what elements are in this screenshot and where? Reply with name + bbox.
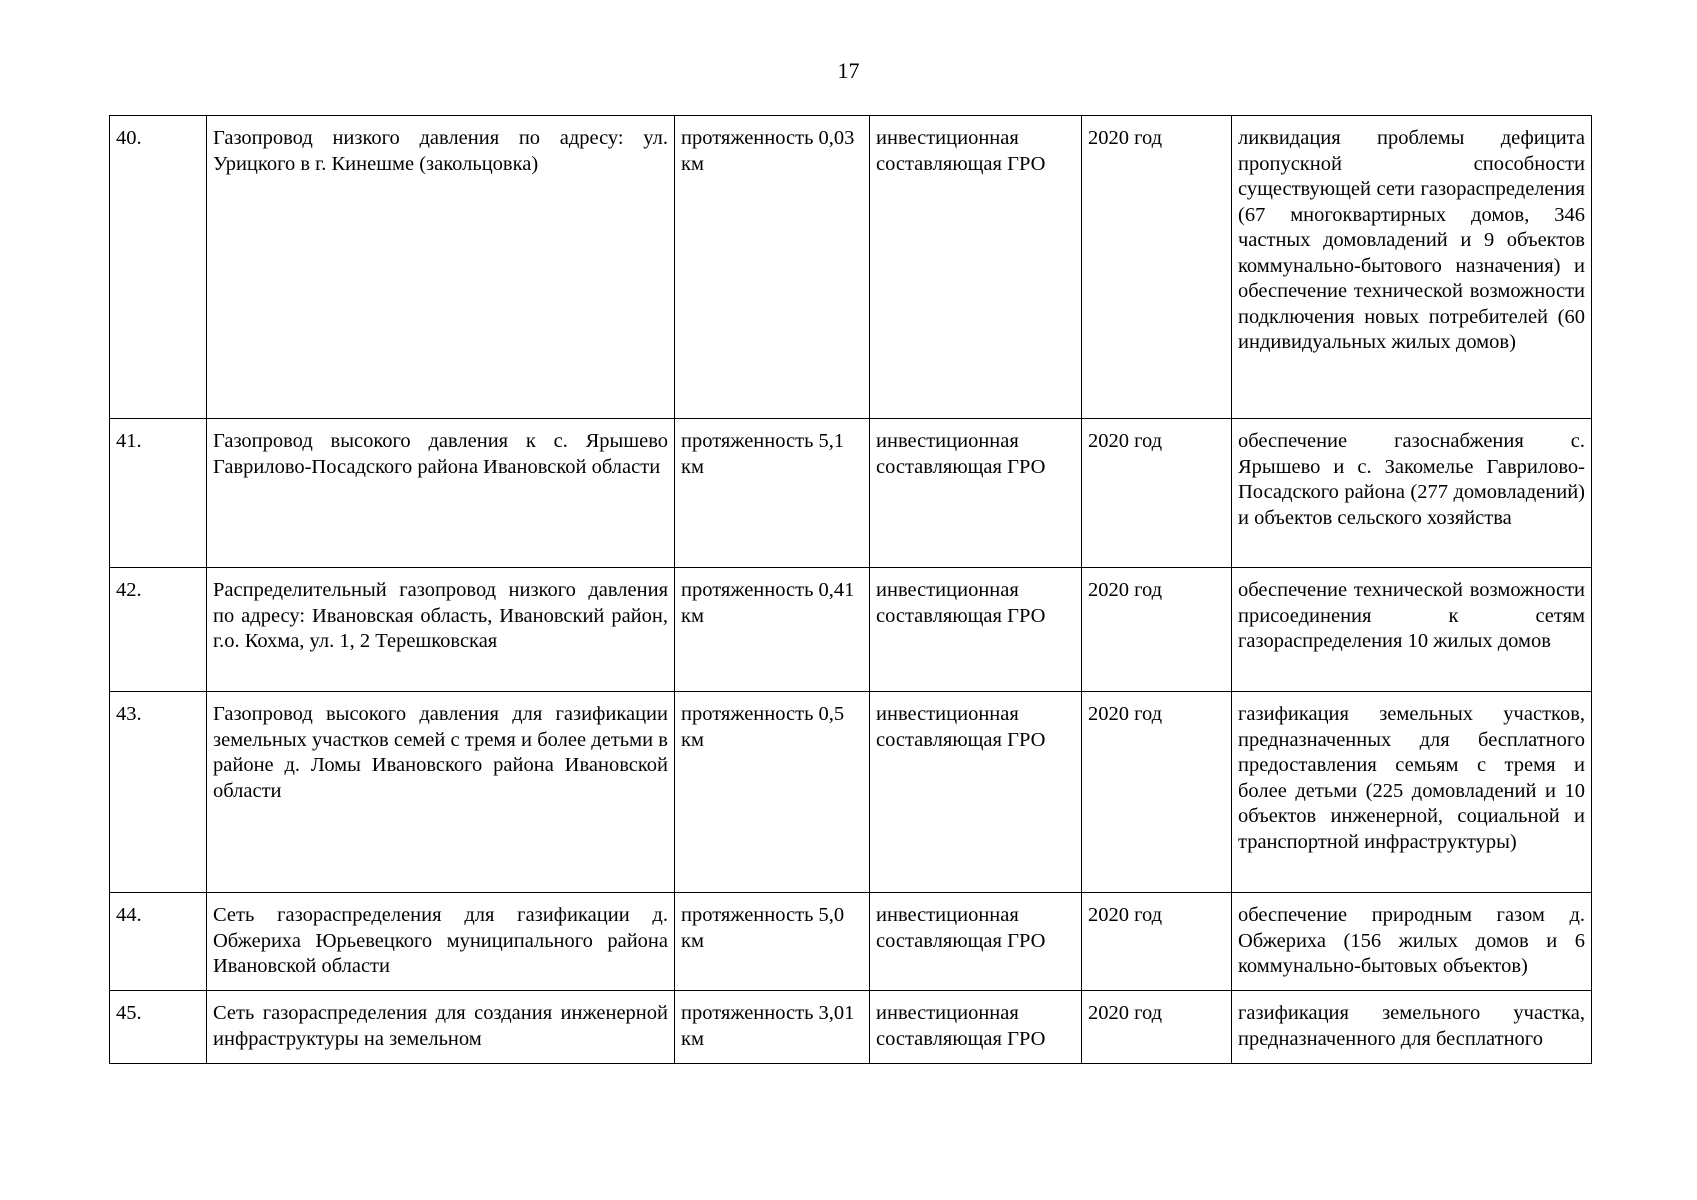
object-name-cell: Распределительный газопровод низкого давления по адресу: Ивановская область, Ивановский район, г.о. Кохма, ул. 1, 2 Терешковская <box>207 568 675 692</box>
row-number-cell: 43. <box>110 692 207 893</box>
table-row <box>110 692 1592 893</box>
row-number-cell: 42. <box>110 568 207 692</box>
year-cell: 2020 год <box>1082 568 1232 692</box>
table-row <box>110 116 1592 419</box>
funding-source-cell: инвестиционная составляющая ГРО <box>870 991 1082 1064</box>
row-number-cell: 40. <box>110 116 207 419</box>
funding-source-cell: инвестиционная составляющая ГРО <box>870 419 1082 568</box>
year-cell: 2020 год <box>1082 116 1232 419</box>
purpose-cell: ликвидация проблемы дефицита пропускной способности существующей сети газораспределения (67 многоквартирных домов, 346 частных домовладений и 9 объектов коммунально-бытового назначения) и обеспечение технической возможности подключения новых потребителей (60 индивидуальных жилых домов) <box>1232 116 1592 419</box>
length-cell: протяженность 5,0 км <box>675 893 870 991</box>
table-row <box>110 419 1592 568</box>
purpose-cell: обеспечение газоснабжения с. Ярышево и с. Закомелье Гаврилово-Посадского района (277 домовладений) и объектов сельского хозяйства <box>1232 419 1592 568</box>
length-cell: протяженность 3,01 км <box>675 991 870 1064</box>
row-number-cell: 44. <box>110 893 207 991</box>
year-cell: 2020 год <box>1082 991 1232 1064</box>
object-name-cell: Газопровод высокого давления к с. Ярышево Гаврилово-Посадского района Ивановской области <box>207 419 675 568</box>
table-row <box>110 893 1592 991</box>
funding-source-cell: инвестиционная составляющая ГРО <box>870 893 1082 991</box>
objects-table <box>109 115 1592 1064</box>
row-number-cell: 45. <box>110 991 207 1064</box>
funding-source-cell: инвестиционная составляющая ГРО <box>870 116 1082 419</box>
purpose-cell: газификация земельных участков, предназначенных для бесплатного предоставления семьям с тремя и более детьми (225 домовладений и 10 объектов инженерной, социальной и транспортной инфраструктуры) <box>1232 692 1592 893</box>
length-cell: протяженность 0,03 км <box>675 116 870 419</box>
length-cell: протяженность 0,5 км <box>675 692 870 893</box>
length-cell: протяженность 5,1 км <box>675 419 870 568</box>
object-name-cell: Сеть газораспределения для газификации д. Обжериха Юрьевецкого муниципального района Ивановской области <box>207 893 675 991</box>
table-row <box>110 991 1592 1064</box>
purpose-cell: обеспечение природным газом д. Обжериха (156 жилых домов и 6 коммунально-бытовых объектов) <box>1232 893 1592 991</box>
object-name-cell: Газопровод низкого давления по адресу: ул. Урицкого в г. Кинешме (закольцовка) <box>207 116 675 419</box>
funding-source-cell: инвестиционная составляющая ГРО <box>870 692 1082 893</box>
purpose-cell: газификация земельного участка, предназначенного для бесплатного <box>1232 991 1592 1064</box>
purpose-cell: обеспечение технической возможности присоединения к сетям газораспределения 10 жилых домов <box>1232 568 1592 692</box>
page-number: 17 <box>837 58 860 83</box>
length-cell: протяженность 0,41 км <box>675 568 870 692</box>
object-name-cell: Сеть газораспределения для создания инженерной инфраструктуры на земельном <box>207 991 675 1064</box>
row-number-cell: 41. <box>110 419 207 568</box>
table-row <box>110 568 1592 692</box>
funding-source-cell: инвестиционная составляющая ГРО <box>870 568 1082 692</box>
year-cell: 2020 год <box>1082 893 1232 991</box>
object-name-cell: Газопровод высокого давления для газификации земельных участков семей с тремя и более детьми в районе д. Ломы Ивановского района Ивановской области <box>207 692 675 893</box>
year-cell: 2020 год <box>1082 419 1232 568</box>
year-cell: 2020 год <box>1082 692 1232 893</box>
